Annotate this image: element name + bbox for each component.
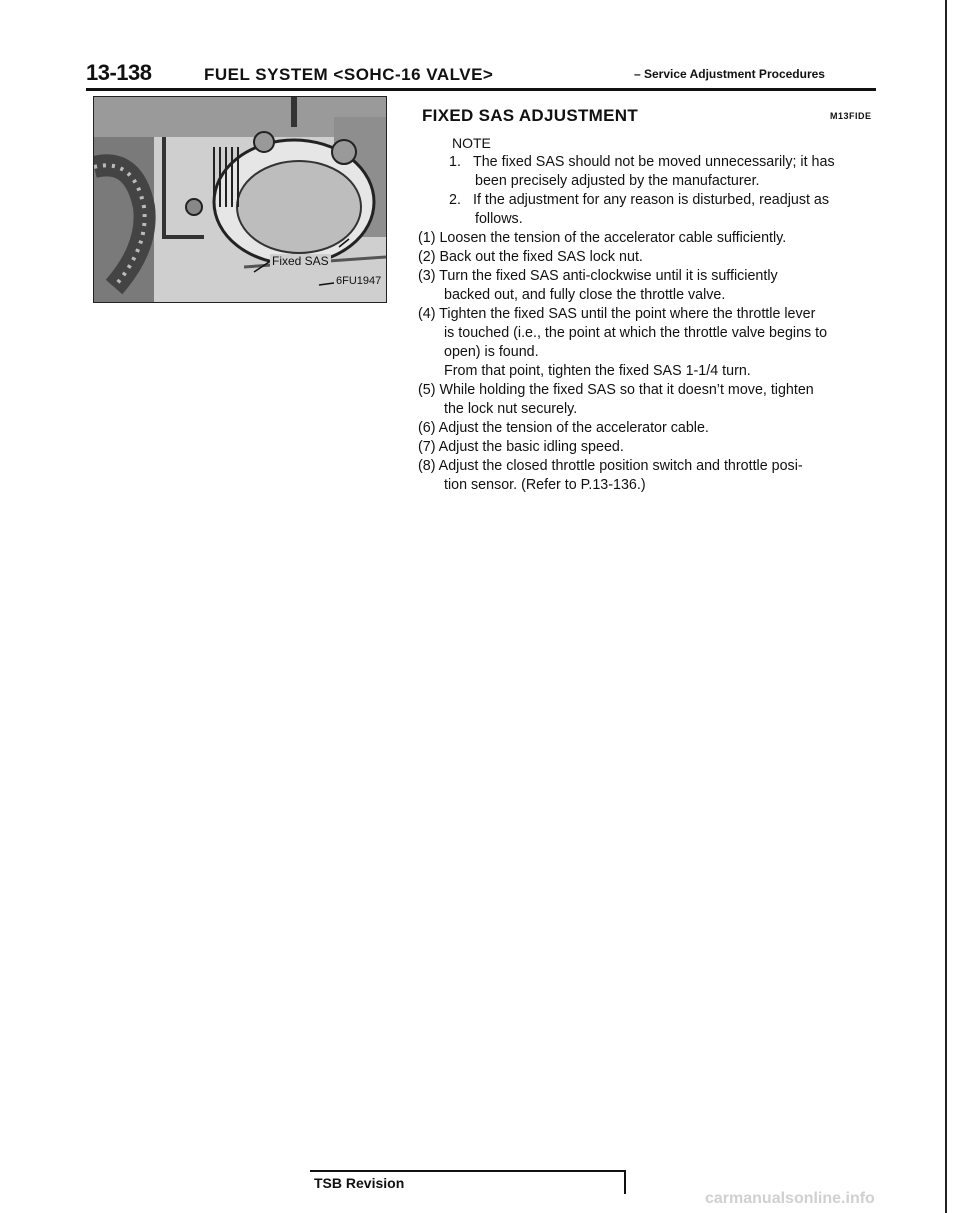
note-text: If the adjustment for any reason is disturbed, readjust as — [473, 192, 830, 208]
page-right-rule — [945, 0, 947, 1213]
note-number: 2. — [449, 192, 461, 208]
note-number: 1. — [449, 154, 461, 170]
section-code: M13FIDE — [830, 111, 872, 121]
step-8 — [418, 457, 858, 495]
note-label: NOTE — [452, 135, 491, 151]
step-2 — [418, 248, 858, 267]
step-line: (7) Adjust the basic idling speed. — [418, 439, 624, 455]
step-line: open) is found. — [444, 344, 539, 360]
engine-photo — [93, 96, 387, 303]
step-line: (5) While holding the fixed SAS so that it doesn’t move, tighten — [418, 382, 814, 398]
engine-photo-illustration — [94, 97, 386, 302]
note-text-cont: been precisely adjusted by the manufacturer. — [475, 173, 760, 189]
header-title: FUEL SYSTEM <SOHC-16 VALVE> — [204, 65, 494, 84]
step-5 — [418, 381, 858, 419]
step-line: (4) Tighten the fixed SAS until the point where the throttle lever — [418, 306, 816, 322]
step-line: (3) Turn the fixed SAS anti-clockwise until it is sufficiently — [418, 268, 778, 284]
note-text: The fixed SAS should not be moved unnecessarily; it has — [473, 154, 835, 170]
page-header — [86, 62, 876, 91]
step-3 — [418, 267, 858, 305]
note-text-cont: follows. — [475, 211, 523, 227]
step-6 — [418, 419, 858, 438]
figure-code: 6FU1947 — [336, 275, 382, 287]
step-line: the lock nut securely. — [444, 401, 578, 417]
page-number: 13-138 — [86, 60, 152, 85]
tsb-revision-label: TSB Revision — [314, 1175, 405, 1191]
step-line: is touched (i.e., the point at which the throttle valve begins to — [444, 325, 828, 341]
step-line: tion sensor. (Refer to P.13-136.) — [444, 477, 646, 493]
step-line: (8) Adjust the closed throttle position switch and throttle posi- — [418, 458, 803, 474]
step-4 — [418, 305, 858, 381]
step-line: (6) Adjust the tension of the accelerator cable. — [418, 420, 709, 436]
tsb-revision-box — [310, 1170, 626, 1194]
watermark: carmanualsonline.info — [705, 1190, 875, 1207]
step-7 — [418, 438, 858, 457]
step-line: (1) Loosen the tension of the accelerator cable sufficiently. — [418, 230, 787, 246]
section-title: FIXED SAS ADJUSTMENT — [422, 106, 639, 125]
step-line: From that point, tighten the fixed SAS 1-1/4 turn. — [444, 363, 751, 379]
note-item — [449, 191, 859, 229]
step-line: (2) Back out the fixed SAS lock nut. — [418, 249, 643, 265]
step-line: backed out, and fully close the throttle valve. — [444, 287, 726, 303]
header-subtitle: – Service Adjustment Procedures — [634, 67, 825, 81]
step-1 — [418, 229, 858, 248]
fixed-sas-label: Fixed SAS — [272, 254, 329, 268]
note-item — [449, 153, 859, 191]
